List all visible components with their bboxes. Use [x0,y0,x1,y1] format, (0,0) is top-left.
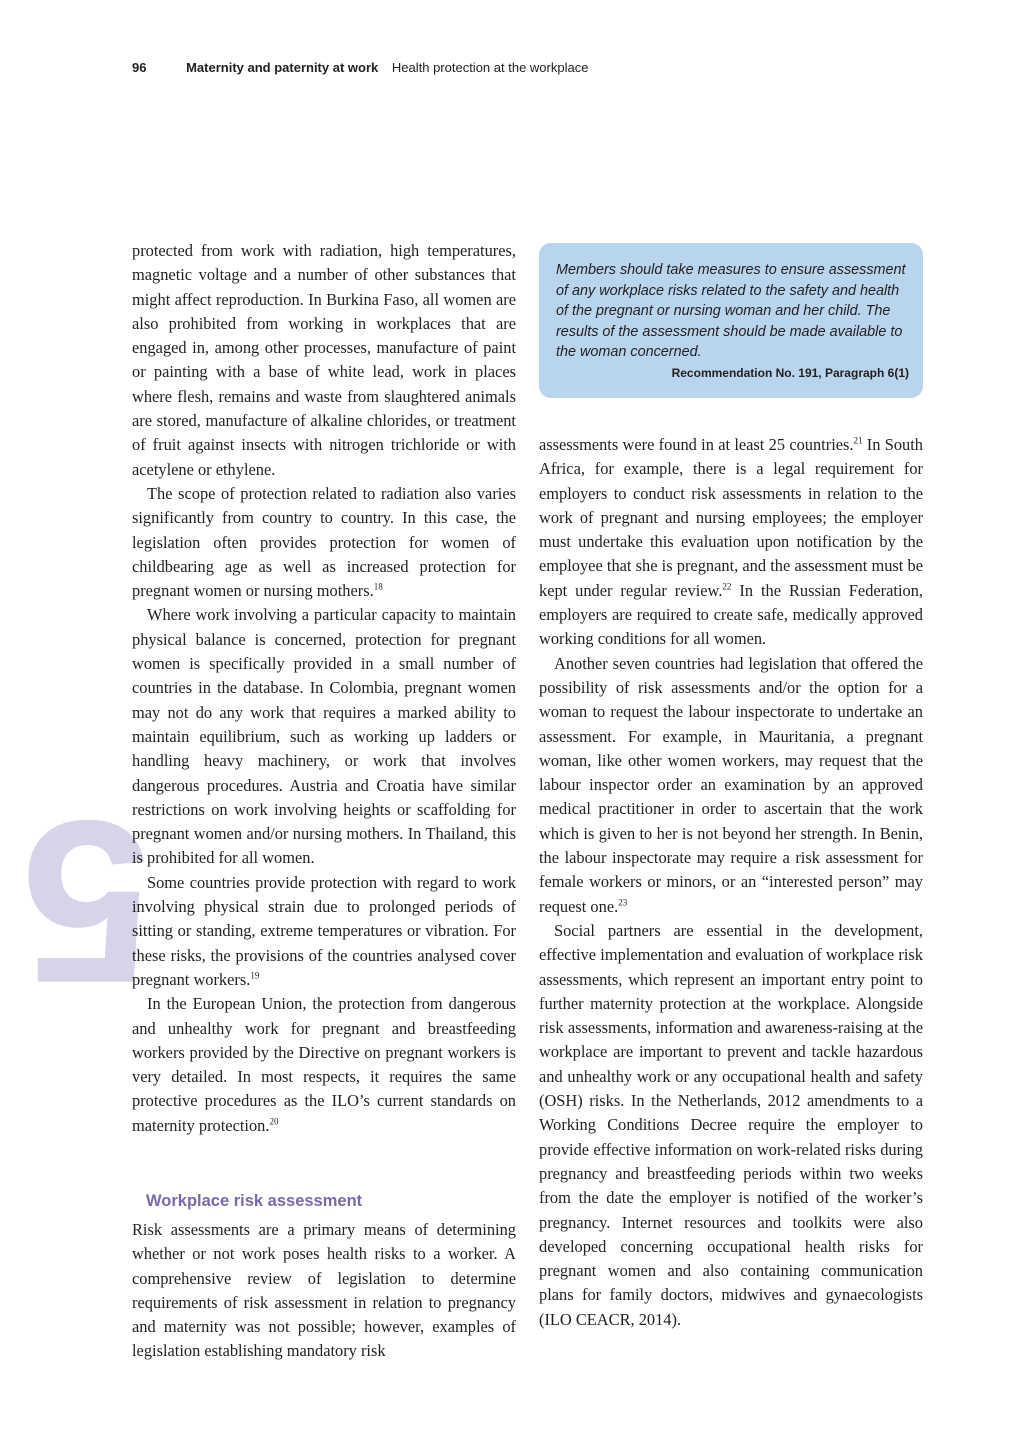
paragraph: The scope of protection related to radiation also varies significantly from country to country. In this case, the legislation often provides protection for women of childbearing age as well as increased protection for pregnant women or nursing mothers.$^{18}$ [132,483,516,601]
chapter-number-mark: 5 [22,772,152,1031]
paragraph: Where work involving a particular capacity to maintain physical balance is concerned, protection for pregnant women is specifically provided in a small number of countries in the database. In Colombia, pregnant women may not do any work that requires a marked ability to maintain equilibrium, such as working up ladders or handling heavy machinery, or work that involves dangerous procedures. Austria and Croatia have similar restrictions on work involving heights or scaffolding for pregnant women and/or nursing mothers. In Thailand, this is prohibited for all women. [132,605,516,868]
footnote-ref: 19 [250,970,260,981]
recommendation-quote-box [539,243,923,398]
section-heading: Workplace risk assessment [146,1191,363,1210]
footnote-ref: 18 [373,581,383,592]
footnote-ref: 20 [269,1116,279,1127]
left-text-column [132,239,516,1364]
footnote-ref: 21 [853,435,863,446]
paragraph: Some countries provide protection with regard to work involving physical strain due to prolonged periods of sitting or standing, extreme temperatures or vibration. For these risks, the provisions of the countries analysed cover pregnant workers.$^{19}$ [132,872,516,989]
right-text-column [539,433,923,1332]
page-number: 96 [132,60,147,75]
quote-source: Recommendation No. 191, Paragraph 6(1) [671,365,909,380]
chapter-title: Health protection at the workplace [391,60,589,75]
quote-text: Members should take measures to ensure assessment of any workplace risks related to the safety and health of the pregnant or nursing woman and her child. The results of the assessment should be made available to the woman concerned. [556,262,906,360]
book-title: Maternity and paternity at work [186,60,379,75]
footnote-ref: 22 [722,581,732,592]
paragraph: Risk assessments are a primary means of determining whether or not work poses health risks to a worker. A comprehensive review of legislation to determine requirements of risk assessment in relation to pregnancy and maternity was not possible; however, examples of legislation establishing mandatory risk [132,1219,516,1361]
paragraph: protected from work with radiation, high temperatures, magnetic voltage and a number of other substances that might affect reproduction. In Burkina Faso, all women are also prohibited from working in workplaces that are engaged in, among other processes, manufacture of paint or painting with a base of white lead, work in places where flesh, remains and waste from slaughtered animals are stored, manufacture of alkaline chlorides, or treatment of fruit against insects with nitrogen trichloride or with acetylene or ethylene. [132,241,516,479]
paragraph: Social partners are essential in the development, effective implementation and evaluation of workplace risk assessments, which represent an important entry point to further maternity protection at the workplace. Alongside risk assessments, information and awareness-raising at the workplace are important to prevent and tackle hazardous and unhealthy work or any occupational health and safety (OSH) risks. In the Netherlands, 2012 amendments to a Working Conditions Decree require the employer to provide effective information on work-related risks during pregnancy and breastfeeding periods within two weeks from the date the employer is notified of the worker’s pregnancy. Internet resources and toolkits were also developed concerning occupational health risks for pregnant women and also containing communication plans for family doctors, midwives and gynaecologists (ILO CEACR, 2014). [539,920,923,1329]
paragraph: Another seven countries had legislation that offered the possibility of risk assessments and/or the option for a woman to request the labour inspectorate to undertake an assessment. For example, in Mauritania, a pregnant woman, like other women workers, may request that the labour inspector order an examination by an approved medical practitioner in order to ascertain that the work which is given to her is not beyond her strength. In Benin, the labour inspectorate may require a risk assessment for female workers or minors, or an “interested person” may request one.$^{23}$ [539,653,923,916]
paragraph: assessments were found in at least 25 countries.$^{21}$ In South Africa, for example, there is a legal requirement for employers to conduct risk assessments in relation to the work of pregnant and nursing employees; the employer must undertake this evaluation upon notification by the employee that she is pregnant, and the assessment must be kept under regular review.$^{22}$ In the Russian Federation, employers are required to create safe, medically approved working conditions for all women. [539,435,924,649]
paragraph: In the European Union, the protection from dangerous and unhealthy work for pregnant and breastfeeding workers provided by the Directive on pregnant workers is very detailed. In most respects, it requires the same protective procedures as the ILO’s current standards on maternity protection.$^{20}$ [132,994,516,1135]
running-header [132,60,588,75]
footnote-ref: 23 [618,897,628,908]
